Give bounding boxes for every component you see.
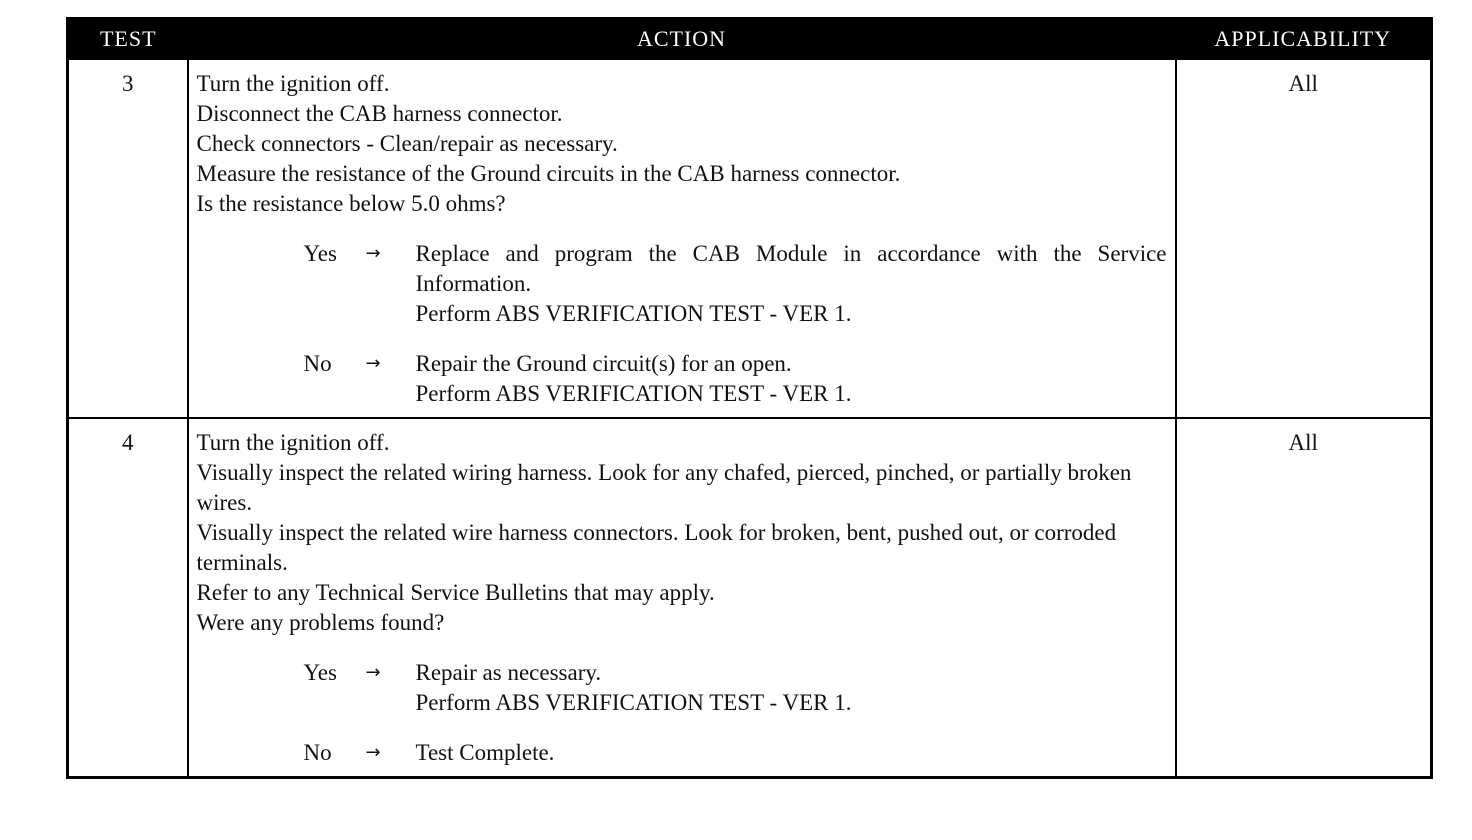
action-step: Check connectors - Clean/repair as necessary. xyxy=(196,131,618,156)
arrow-right-icon: → xyxy=(365,662,381,683)
header-applicability: APPLICABILITY xyxy=(1176,19,1432,60)
arrow-right-icon: → xyxy=(365,742,381,763)
answer-line: Replace and program the CAB Module in accordance with the Service Information. xyxy=(415,241,1167,296)
diagnostic-table xyxy=(66,17,1433,779)
test-number: 3 xyxy=(68,59,188,418)
answer-body xyxy=(416,738,1167,768)
action-step: Visually inspect the related wire harness connectors. Look for broken, bent, pushed out, or corroded terminals. xyxy=(196,520,1117,575)
answer-no xyxy=(197,738,1167,768)
header-row xyxy=(68,19,1432,60)
answer-list xyxy=(197,239,1167,409)
answer-yes xyxy=(197,658,1167,718)
action-cell xyxy=(188,418,1176,778)
answer-line: Repair as necessary. xyxy=(415,660,602,685)
answer-list xyxy=(197,658,1167,768)
action-step: Turn the ignition off. xyxy=(196,430,390,455)
answer-line: Perform ABS VERIFICATION TEST - VER 1. xyxy=(415,381,852,406)
table-row xyxy=(68,418,1432,778)
action-step: Is the resistance below 5.0 ohms? xyxy=(196,191,506,216)
header-action: ACTION xyxy=(188,19,1176,60)
applicability-cell: All xyxy=(1176,418,1432,778)
answer-label: No xyxy=(303,351,332,376)
answer-label: Yes xyxy=(303,241,337,266)
action-step: Visually inspect the related wiring harness. Look for any chafed, pierced, pinched, or partially broken wires. xyxy=(196,460,1132,515)
answer-line: Repair the Ground circuit(s) for an open. xyxy=(415,351,792,376)
answer-line: Perform ABS VERIFICATION TEST - VER 1. xyxy=(415,301,852,326)
action-cell xyxy=(188,59,1176,418)
applicability-cell: All xyxy=(1176,59,1432,418)
arrow-right-icon: → xyxy=(365,353,381,374)
table-row xyxy=(68,59,1432,418)
answer-yes xyxy=(197,239,1167,329)
answer-label: No xyxy=(303,740,332,765)
answer-line: Perform ABS VERIFICATION TEST - VER 1. xyxy=(415,690,852,715)
test-number: 4 xyxy=(68,418,188,778)
action-step: Refer to any Technical Service Bulletins that may apply. xyxy=(196,580,715,605)
arrow-right-icon: → xyxy=(365,243,381,264)
action-step: Turn the ignition off. xyxy=(196,71,390,96)
header-test: TEST xyxy=(68,19,188,60)
answer-body xyxy=(416,239,1167,329)
answer-no xyxy=(197,349,1167,409)
answer-body xyxy=(416,658,1167,718)
answer-label: Yes xyxy=(303,660,337,685)
diagnostic-page xyxy=(66,17,1430,779)
answer-line: Test Complete. xyxy=(415,740,555,765)
action-step: Disconnect the CAB harness connector. xyxy=(196,101,563,126)
action-step: Measure the resistance of the Ground circuits in the CAB harness connector. xyxy=(196,161,901,186)
action-step: Were any problems found? xyxy=(196,610,445,635)
answer-body xyxy=(416,349,1167,409)
